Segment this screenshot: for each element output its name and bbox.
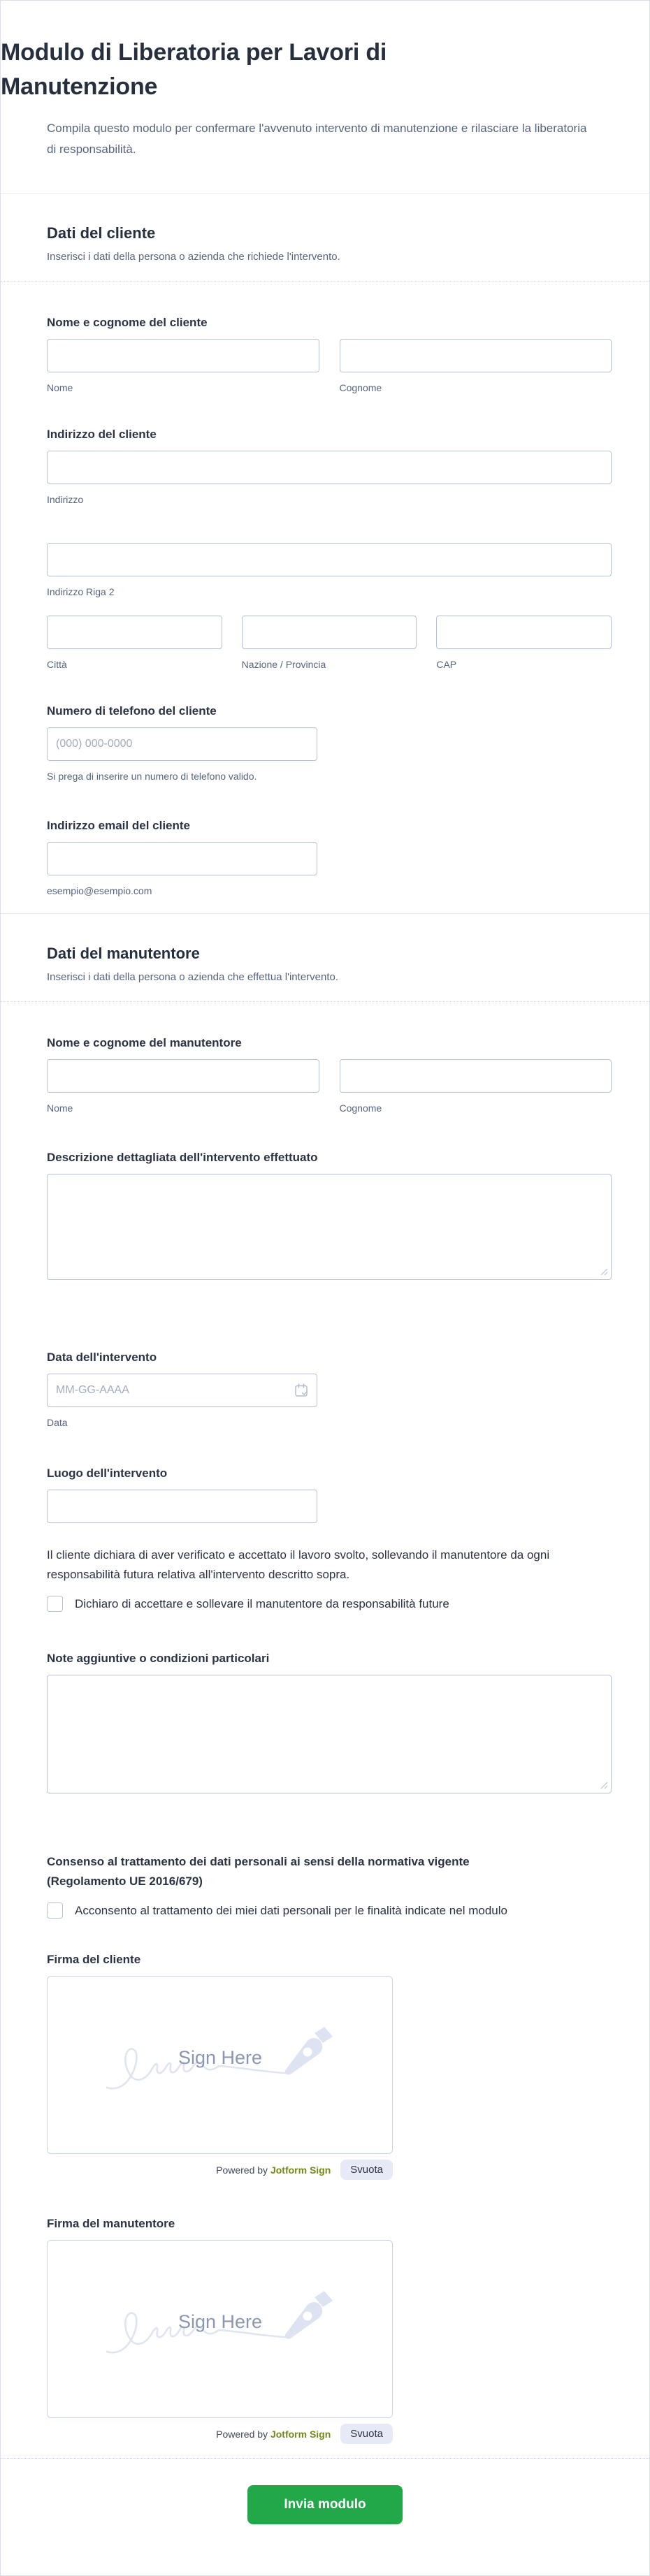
maintainer-first-name-input[interactable] <box>47 1059 319 1093</box>
client-zip-sublabel: CAP <box>436 659 457 670</box>
privacy-checkbox[interactable] <box>47 1902 63 1919</box>
work-description-textarea[interactable] <box>47 1174 612 1280</box>
clear-client-signature-button[interactable]: Svuota <box>340 2160 393 2180</box>
client-last-name-input[interactable] <box>340 339 612 372</box>
privacy-checkbox-label: Acconsento al trattamento dei miei dati personali per le finalità indicate nel modulo <box>75 1903 507 1917</box>
client-last-name-sublabel: Cognome <box>339 382 382 393</box>
powered-by-text <box>216 2429 331 2440</box>
powered-by-text <box>216 2164 331 2176</box>
form-subtitle: Compila questo modulo per confermare l'avvenuto intervento di manutenzione e rilasciare la liberatoria di responsabilità. <box>47 122 587 156</box>
section-maintainer-description: Inserisci i dati della persona o azienda che effettua l'intervento. <box>47 971 339 983</box>
question-work-date <box>47 1350 612 1428</box>
sign-here-text: Sign Here <box>178 2311 262 2332</box>
client-first-name-input[interactable] <box>47 339 319 372</box>
section-client-title: Dati del cliente <box>47 224 156 242</box>
client-signature-label: Firma del cliente <box>47 1953 141 1966</box>
notes-label: Note aggiuntive o condizioni particolari <box>47 1652 270 1665</box>
question-client-name <box>47 315 612 393</box>
client-email-input[interactable] <box>47 842 317 875</box>
clear-maintainer-signature-button[interactable]: Svuota <box>340 2424 393 2444</box>
question-client-signature <box>47 1952 612 2180</box>
maintainer-last-name-input[interactable] <box>340 1059 612 1093</box>
notes-textarea[interactable] <box>47 1675 612 1793</box>
work-location-input[interactable] <box>47 1490 317 1523</box>
acceptance-checkbox-label: Dichiaro di accettare e sollevare il manutentore da responsabilità future <box>75 1596 449 1610</box>
section-maintainer-title: Dati del manutentore <box>47 945 200 962</box>
client-email-label: Indirizzo email del cliente <box>47 819 190 832</box>
acceptance-checkbox[interactable] <box>47 1596 63 1612</box>
client-phone-helper: Si prega di inserire un numero di telefono valido. <box>47 771 257 782</box>
work-date-label: Data dell'intervento <box>47 1351 157 1364</box>
maintainer-last-name-sublabel: Cognome <box>339 1103 382 1114</box>
maintainer-signature-pad[interactable] <box>47 2240 393 2418</box>
resize-handle-icon[interactable] <box>600 1268 608 1276</box>
question-maintainer-name <box>47 1035 612 1114</box>
question-client-phone <box>47 704 612 782</box>
work-date-sublabel: Data <box>47 1417 68 1428</box>
work-description-label: Descrizione dettagliata dell'intervento effettuato <box>47 1151 318 1164</box>
client-address-line2-input[interactable] <box>47 543 612 576</box>
question-maintainer-signature <box>47 2216 612 2444</box>
maintainer-signature-label: Firma del manutentore <box>47 2217 175 2230</box>
client-signature-pad[interactable] <box>47 1976 393 2154</box>
client-zip-input[interactable] <box>436 616 612 649</box>
acceptance-statement: Il cliente dichiara di aver verificato e accettato il lavoro svolto, sollevando il manutentore da ogni responsabilità futura relativa all'intervento descritto sopra. <box>47 1548 550 1581</box>
maintainer-first-name-sublabel: Nome <box>47 1103 73 1114</box>
client-address-line1-sublabel: Indirizzo <box>47 494 84 505</box>
client-address-line2-sublabel: Indirizzo Riga 2 <box>47 586 115 597</box>
question-client-email <box>47 818 612 896</box>
question-client-address <box>47 427 612 670</box>
powered-by-prefix: Powered by <box>216 2428 268 2440</box>
jotform-sign-brand: Jotform Sign <box>270 2428 331 2440</box>
client-state-sublabel: Nazione / Provincia <box>241 659 326 670</box>
client-first-name-sublabel: Nome <box>47 382 73 393</box>
resize-handle-icon[interactable] <box>600 1782 608 1789</box>
client-address-line1-input[interactable] <box>47 451 612 484</box>
sign-here-text: Sign Here <box>178 2046 262 2068</box>
question-work-location <box>47 1466 612 1523</box>
calendar-icon[interactable] <box>294 1383 309 1398</box>
section-header-maintainer <box>1 913 649 1002</box>
privacy-label: Consenso al trattamento dei dati personali ai sensi della normativa vigente (Regolamento UE 2016/679) <box>47 1855 470 1888</box>
maintainer-name-label: Nome e cognome del manutentore <box>47 1036 242 1049</box>
jotform-sign-brand: Jotform Sign <box>270 2164 331 2176</box>
client-name-label: Nome e cognome del cliente <box>47 316 208 329</box>
submit-button[interactable]: Invia modulo <box>247 2485 403 2524</box>
work-location-label: Luogo dell'intervento <box>47 1467 168 1480</box>
question-privacy <box>47 1852 612 1919</box>
work-date-input[interactable] <box>47 1374 317 1407</box>
client-state-input[interactable] <box>242 616 417 649</box>
client-phone-input[interactable] <box>47 727 317 761</box>
client-address-label: Indirizzo del cliente <box>47 428 157 441</box>
client-city-input[interactable] <box>47 616 222 649</box>
client-phone-label: Numero di telefono del cliente <box>47 704 217 718</box>
client-email-sublabel: esempio@esempio.com <box>47 885 152 896</box>
pen-nib-icon <box>284 2027 332 2075</box>
section-header-client <box>1 193 649 282</box>
section-client-description: Inserisci i dati della persona o azienda che richiede l'intervento. <box>47 251 340 263</box>
question-work-description <box>47 1150 612 1280</box>
page-title: Modulo di Liberatoria per Lavori di Manutenzione <box>1 39 387 100</box>
question-acceptance <box>47 1545 612 1612</box>
client-city-sublabel: Città <box>47 659 67 670</box>
sign-here-illustration <box>101 2023 339 2107</box>
sign-here-illustration <box>101 2287 339 2371</box>
question-notes <box>47 1651 612 1793</box>
pen-nib-icon <box>284 2291 332 2339</box>
powered-by-prefix: Powered by <box>216 2164 268 2176</box>
